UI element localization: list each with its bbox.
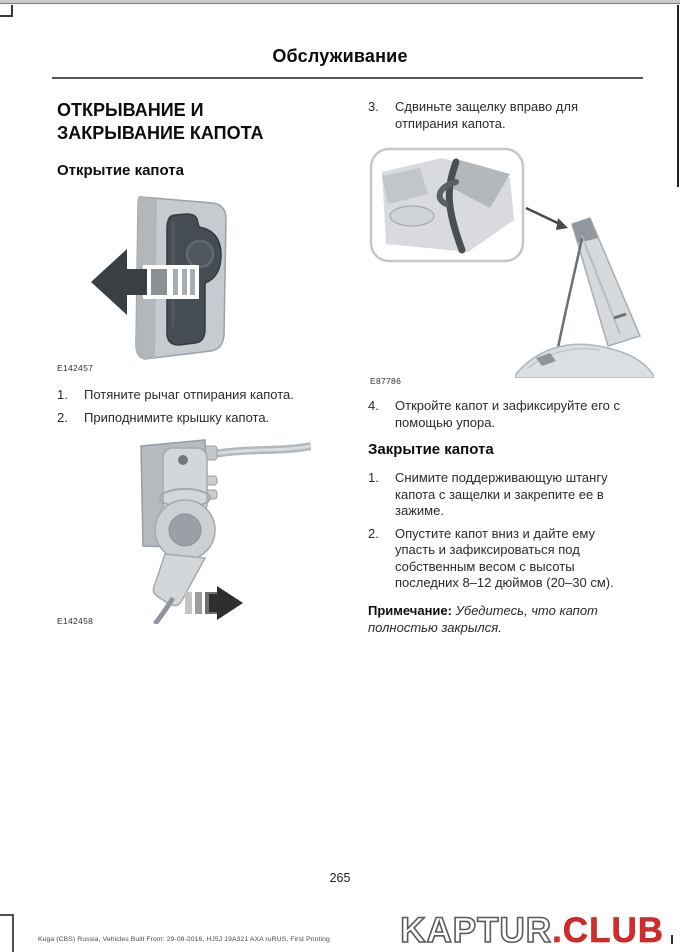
step-number: 1.	[57, 387, 68, 402]
page-number: 265	[329, 871, 351, 885]
kaptur-club-watermark	[400, 911, 664, 951]
figure-code: E142458	[57, 616, 94, 626]
scan-corner-mark-bottom-left	[0, 914, 14, 952]
watermark-primary: KAPTUR	[400, 911, 553, 950]
step-item	[368, 470, 648, 520]
watermark-secondary: .CLUB	[552, 911, 664, 950]
note-text: Убедитесь, что капот полностью закрылся.	[368, 602, 598, 635]
figure-hood-prop-rod	[368, 146, 648, 386]
hood-prop-rod-illustration	[368, 146, 654, 378]
scan-edge-line-right	[677, 5, 679, 187]
subsection-close-hood: Закрытие капота	[368, 441, 494, 458]
content-columns	[57, 99, 648, 636]
step-number: 2.	[57, 409, 68, 425]
figure-hood-latch	[57, 432, 337, 630]
hood-release-lever-illustration	[83, 187, 313, 369]
step-text: Потяните рычаг отпирания капота.	[84, 387, 294, 402]
scan-edge-strip	[0, 0, 680, 4]
close-hood-steps	[368, 470, 648, 592]
section-title: ОТКРЫВАНИЕ И ЗАКРЫВАНИЕ КАПОТА	[57, 100, 264, 143]
hood-latch-illustration	[101, 432, 311, 624]
scan-corner-mark-top-left	[0, 5, 13, 17]
step-text: Приподнимите крышку капота.	[84, 409, 270, 425]
open-hood-step-3	[368, 99, 648, 132]
step-item	[57, 387, 337, 404]
step-item	[368, 398, 648, 431]
page-header	[0, 0, 680, 79]
step-number: 3.	[368, 99, 379, 114]
subsection-open-hood: Открытие капота	[57, 162, 184, 179]
step-item	[368, 526, 648, 592]
right-column	[368, 99, 648, 636]
scan-tick-bottom-right	[671, 935, 673, 944]
step-item	[368, 99, 648, 132]
note-label: Примечание:	[368, 602, 452, 618]
chapter-title: Обслуживание	[272, 46, 408, 66]
open-hood-step-4	[368, 398, 648, 431]
open-hood-steps-1-2	[57, 387, 337, 426]
step-text: Сдвиньте защелку вправо для отпирания капота.	[395, 99, 579, 131]
figure-hood-release-lever	[57, 187, 337, 375]
step-text: Опустите капот вниз и дайте ему упасть и зафиксироваться под собственным весом с высоты последних 8–12 дюймов (20–30 см).	[395, 525, 614, 590]
footer-imprint: Kuga (CBS) Russia, Vehicles Built From: 29-08-2016, HJ5J 19A321 AXA ruRUS, First Printing	[38, 936, 330, 943]
header-divider	[52, 77, 643, 79]
step-number: 4.	[368, 398, 379, 413]
figure-code: E142457	[57, 363, 94, 373]
step-item	[57, 410, 337, 427]
left-column	[57, 99, 337, 636]
figure-code: E87786	[370, 376, 402, 386]
step-number: 2.	[368, 525, 379, 541]
note	[368, 602, 630, 636]
step-number: 1.	[368, 470, 379, 485]
step-text: Откройте капот и зафиксируйте его с помощью упора.	[395, 398, 621, 430]
step-text: Снимите поддерживающую штангу капота с защелки и закрепите ее в зажиме.	[395, 470, 608, 518]
